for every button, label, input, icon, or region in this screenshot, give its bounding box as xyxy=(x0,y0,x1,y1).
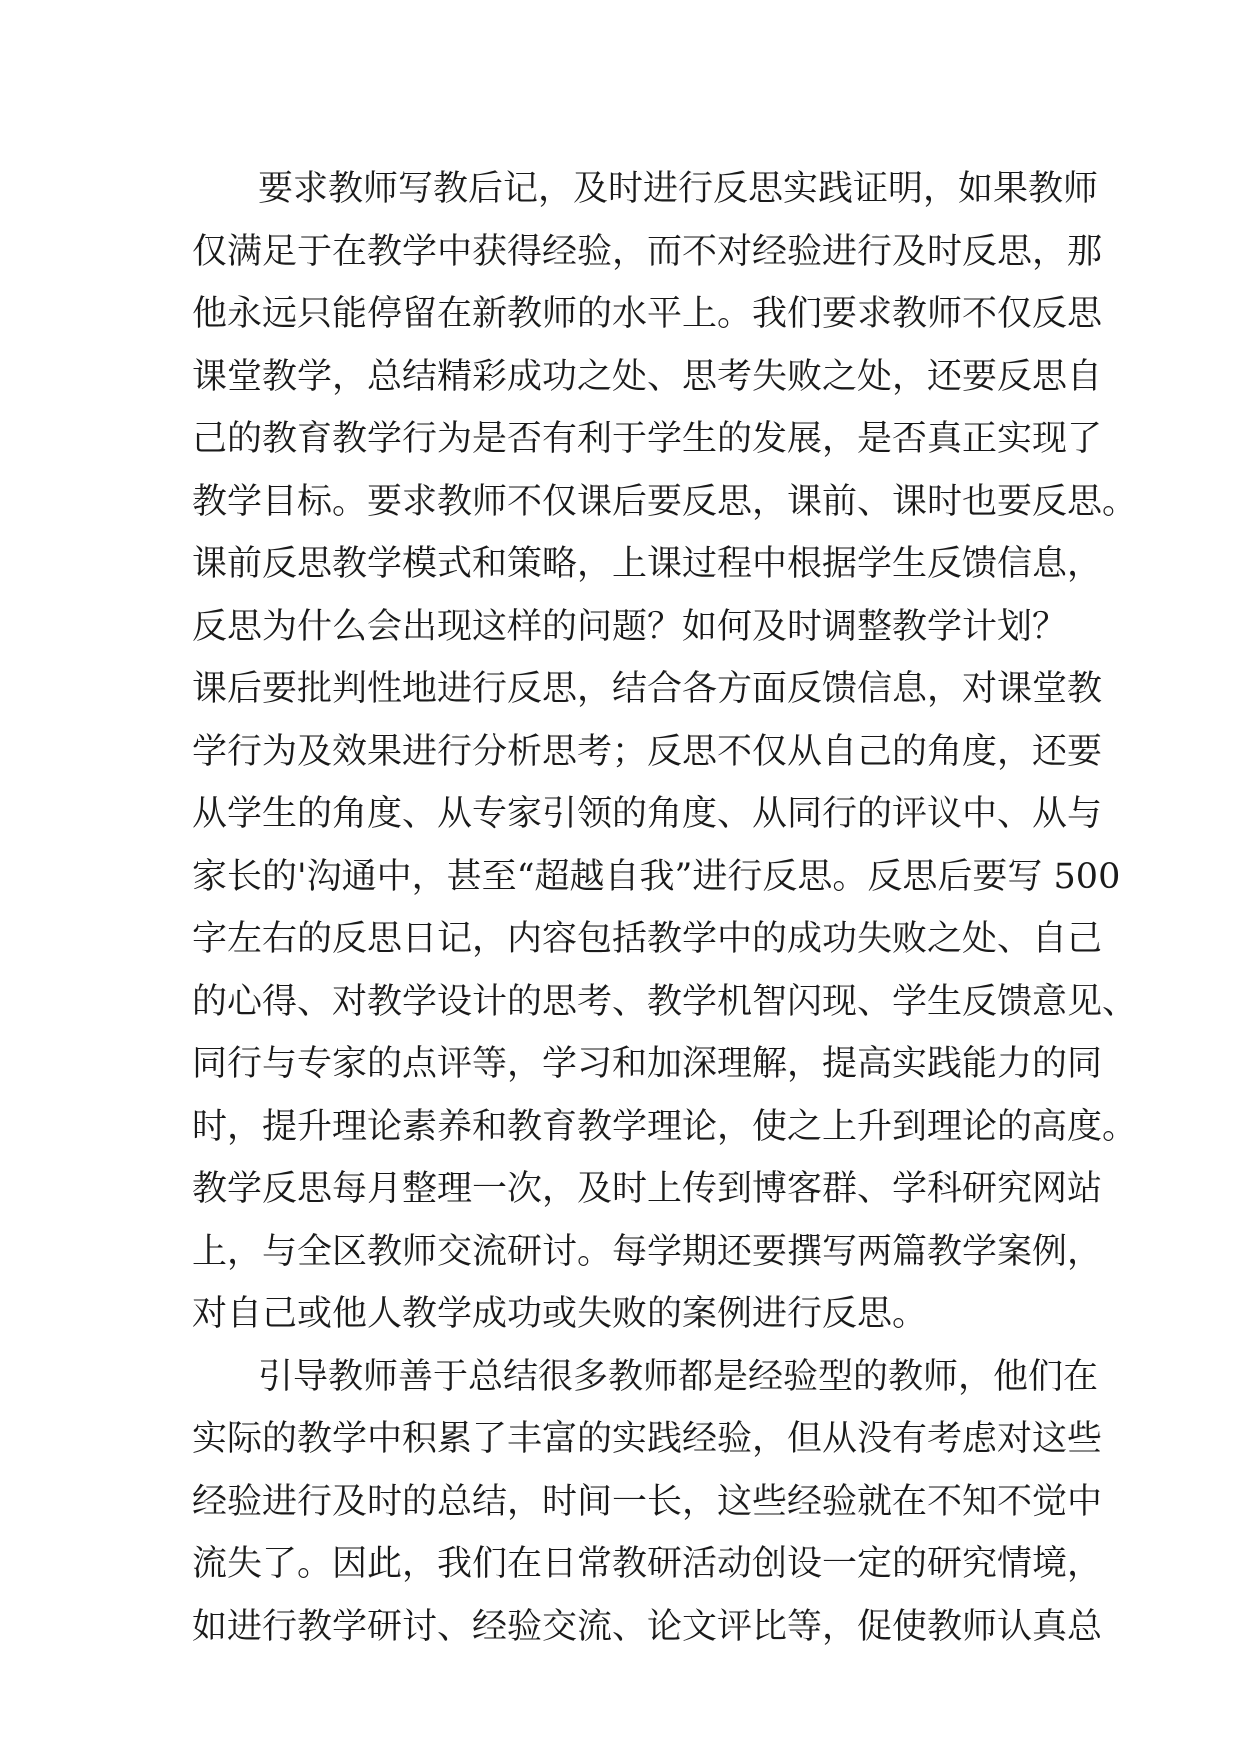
document-body xyxy=(192,158,1138,1658)
text-line: 家长的'沟通中，甚至“超越自我”进行反思。反思后要写 500 xyxy=(192,856,1121,897)
text-line: 仅满足于在教学中获得经验，而不对经验进行及时反思，那 xyxy=(192,231,1103,272)
paragraph-summary xyxy=(192,1346,1103,1659)
text-line: 要求教师写教后记，及时进行反思实践证明，如果教师 xyxy=(258,169,1099,209)
text-line: 同行与专家的点评等，学习和加深理解，提高实践能力的同 xyxy=(192,1044,1103,1084)
text-line: 上，与全区教师交流研讨。每学期还要撰写两篇教学案例， xyxy=(192,1231,1103,1272)
text-line: 经验进行及时的总结，时间一长，这些经验就在不知不觉中 xyxy=(192,1481,1103,1522)
text-line: 课前反思教学模式和策略，上课过程中根据学生反馈信息， xyxy=(192,544,1103,584)
text-line: 他永远只能停留在新教师的水平上。我们要求教师不仅反思 xyxy=(192,294,1103,334)
text-line: 课后要批判性地进行反思，结合各方面反馈信息，对课堂教 xyxy=(192,669,1103,709)
text-line: 学行为及效果进行分析思考；反思不仅从自己的角度，还要 xyxy=(192,731,1103,772)
text-line: 己的教育教学行为是否有利于学生的发展，是否真正实现了 xyxy=(192,419,1103,459)
text-line: 课堂教学，总结精彩成功之处、思考失败之处，还要反思自 xyxy=(192,356,1103,397)
text-line: 字左右的反思日记，内容包括教学中的成功失败之处、自己 xyxy=(192,919,1103,959)
text-line: 实际的教学中积累了丰富的实践经验，但从没有考虑对这些 xyxy=(192,1419,1103,1459)
text-line: 如进行教学研讨、经验交流、论文评比等，促使教师认真总 xyxy=(192,1606,1103,1647)
text-line: 教学目标。要求教师不仅课后要反思，课前、课时也要反思。 xyxy=(192,481,1138,522)
text-line: 教学反思每月整理一次，及时上传到博客群、学科研究网站 xyxy=(192,1169,1103,1209)
text-line: 从学生的角度、从专家引领的角度、从同行的评议中、从与 xyxy=(192,794,1103,834)
text-line: 引导教师善于总结很多教师都是经验型的教师，他们在 xyxy=(258,1356,1099,1397)
paragraph-reflection xyxy=(192,158,1138,1346)
text-line: 反思为什么会出现这样的问题？如何及时调整教学计划？ xyxy=(192,606,1068,647)
text-line: 的心得、对教学设计的思考、教学机智闪现、学生反馈意见、 xyxy=(192,981,1138,1022)
text-line: 时，提升理论素养和教育教学理论，使之上升到理论的高度。 xyxy=(192,1106,1138,1147)
text-line: 对自己或他人教学成功或失败的案例进行反思。 xyxy=(192,1294,928,1334)
text-line: 流失了。因此，我们在日常教研活动创设一定的研究情境， xyxy=(192,1544,1103,1584)
